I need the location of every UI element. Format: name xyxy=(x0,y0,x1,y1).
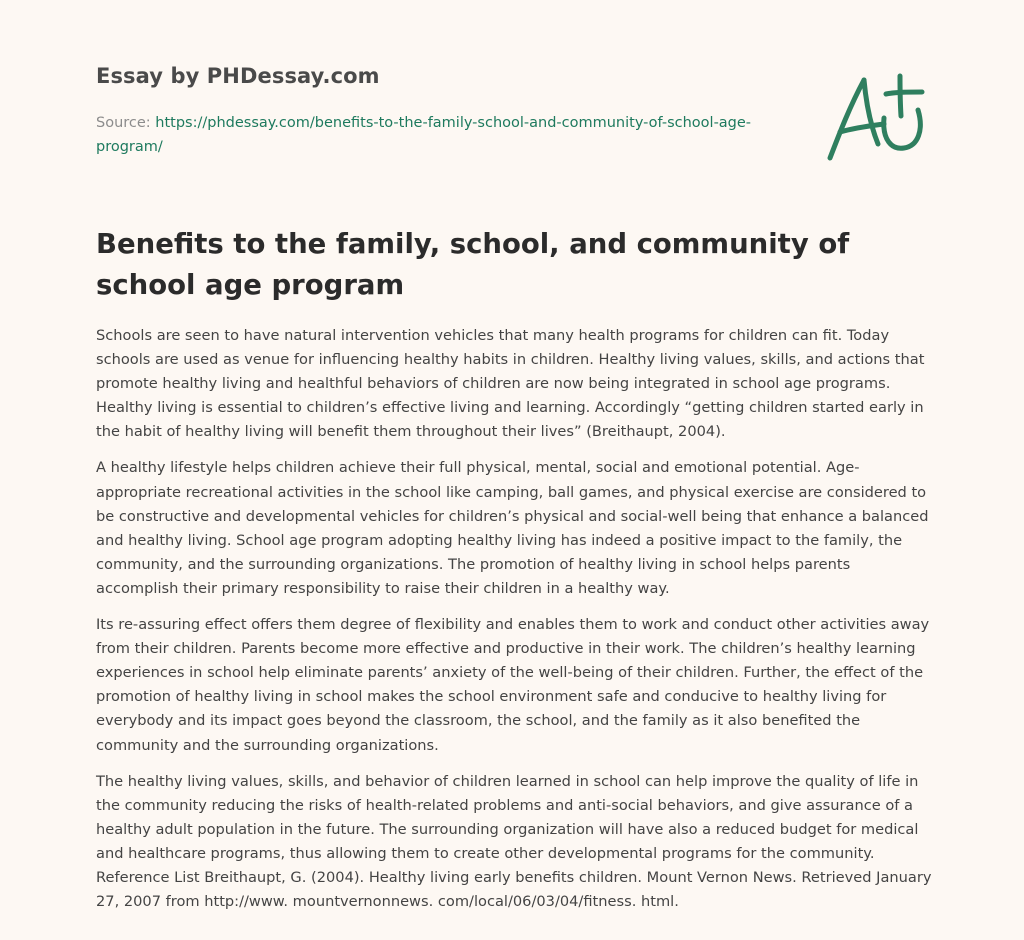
a-plus-grade-icon xyxy=(818,62,934,170)
source-label: Source: xyxy=(96,115,156,131)
paragraph: Its re-assuring effect offers them degree of flexibility and enables them to work and conduct other activities away from their children. Parents become more effective and productive in their work. The children’s healthy learning experiences in school help eliminate parents’ anxiety of the well-being of their children. Further, the effect of the promotion of healthy living in school makes the school environment safe and conducive to healthy living for everybody and its impact goes beyond the classroom, the school, and the family as it also benefited the community and the surrounding organizations. xyxy=(96,616,930,754)
paragraph: A healthy lifestyle helps children achieve their full physical, mental, social and emotional potential. Age-appropriate recreational activities in the school like camping, ball games, and physical exercise are considered to be constructive and developmental vehicles for children’s physical and social-well being that enhance a balanced and healthy living. School age program adopting healthy living has indeed a positive impact to the family, the community, and the surrounding organizations. The promotion of healthy living in school helps parents accomplish their primary responsibility to raise their children in a healthy way. xyxy=(96,459,929,597)
a-plus-logo-svg xyxy=(818,62,934,170)
paragraph: The healthy living values, skills, and behavior of children learned in school can help improve the quality of life in the community reducing the risks of health-related problems and anti-social behaviors, and give assurance of a healthy adult population in the future. The surrounding organization will have also a reduced budget for medical and healthcare programs, thus allowing them to create other developmental programs for the community. Reference List Breithaupt, G. (2004). Healthy living early benefits children. Mount Vernon News. Retrieved January 27, 2007 from http://www. mountvernonnews. com/local/06/03/04/fitness. html. xyxy=(96,772,932,911)
article-title: Benefits to the family, school, and community of school age program xyxy=(96,228,850,301)
source-line xyxy=(96,111,756,159)
paragraph: Schools are seen to have natural intervention vehicles that many health programs for children can fit. Today schools are used as venue for influencing healthy habits in children. Healthy living values, skills, and actions that promote healthy living and healthful behaviors of children are now being integrated in school age programs. Healthy living is essential to children’s effective living and learning. Accordingly “getting children started early in the habit of healthy living will benefit them throughout their lives” (Breithaupt, 2004). xyxy=(96,327,925,441)
source-link[interactable]: https://phdessay.com/benefits-to-the-family-school-and-community-of-school-age-program/ xyxy=(96,115,752,155)
article-body xyxy=(96,324,932,926)
site-brand: Essay by PHDessay.com xyxy=(96,64,380,88)
